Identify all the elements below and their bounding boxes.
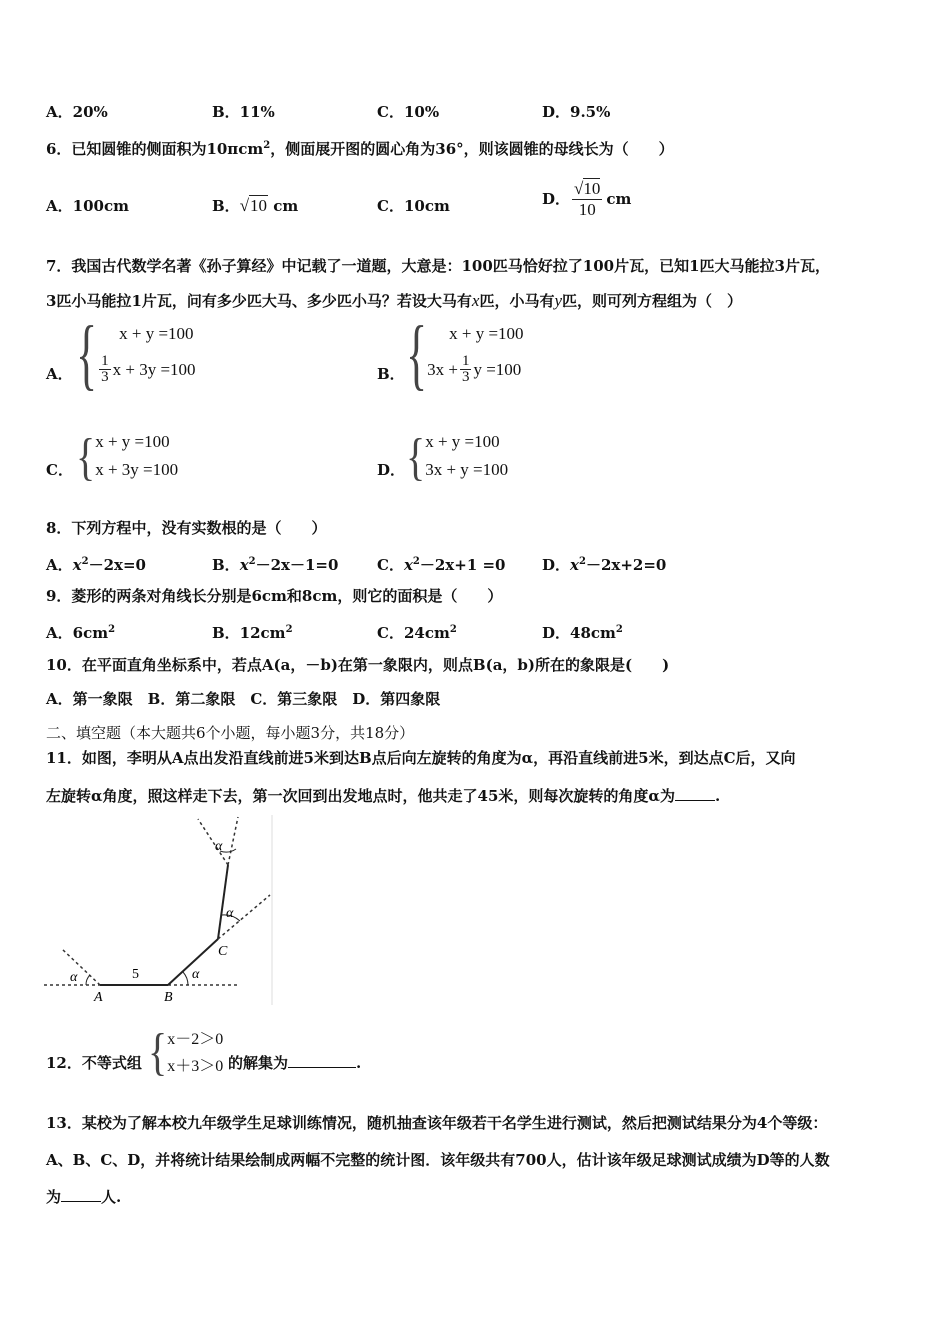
- q12-post: 的解集为 .: [228, 1054, 362, 1072]
- angle-arc-b: [183, 972, 188, 985]
- q7-option-c-label: C．: [46, 461, 73, 479]
- length-label: 5: [132, 967, 139, 982]
- point-label-a: A: [94, 990, 103, 1005]
- q5-option-a: A．20%: [46, 103, 108, 121]
- q12-system: { x－2＞0 x＋3＞0: [148, 1021, 224, 1081]
- q6-stem: 6．已知圆锥的侧面积为10πcm$^2$，侧面展开图的圆心角为36°，则该圆锥的母线长为（ ）: [46, 140, 674, 158]
- q6-option-a: A．100cm: [46, 197, 129, 215]
- q11-stem-line1: 11．如图，李明从A点出发沿直线前进5米到达B点后向左旋转的角度为α，再沿直线前进5米，到达点C后，又向: [46, 749, 796, 767]
- alpha-label-a: α: [70, 970, 78, 985]
- q6-option-b: B．√10 cm: [212, 196, 299, 215]
- alpha-label-c: α: [226, 906, 234, 921]
- answer-blank[interactable]: [288, 1067, 356, 1068]
- q13-stem-line1: 13．某校为了解本校九年级学生足球训练情况，随机抽查该年级若干名学生进行测试，然后把测试结果分为4个等级：: [46, 1114, 828, 1132]
- q13-stem-line2: A、B、C、D，并将统计结果绘制成两幅不完整的统计图．该年级共有700人，估计该年级足球测试成绩为D等的人数: [46, 1151, 830, 1169]
- q6-option-d: D． $\frac{√10}{10}$ cm: [542, 178, 632, 219]
- q10-stem: 10．在平面直角坐标系中，若点A(a，－b)在第一象限内，则点B(a，b)所在的象限是( ): [46, 656, 670, 674]
- q7-option-c-system: { x + y =100 x + 3y =100: [76, 426, 179, 486]
- fraction: $\frac{√10}{10}$: [574, 178, 601, 219]
- q7-option-d-label: D．: [377, 461, 406, 479]
- q5-option-b: B．11%: [212, 103, 275, 121]
- angle-arc-d: [220, 849, 236, 852]
- q7-option-b-label: B．: [377, 365, 405, 383]
- q13-stem-line3: 为 人.: [46, 1188, 122, 1206]
- q5-option-d: D．9.5%: [542, 103, 611, 121]
- answer-blank[interactable]: [61, 1201, 101, 1202]
- dashed-extension-d: [228, 817, 238, 865]
- q7-stem-line1: 7．我国古代数学名著《孙子算经》中记载了一道题，大意是：100匹马恰好拉了100片瓦，已知1匹大马能拉3片瓦，: [46, 257, 830, 275]
- q11-stem-line2: 左旋转α角度，照这样走下去，第一次回到出发地点时，他共走了45米，则每次旋转的角度α为 .: [46, 787, 721, 805]
- q8-option-d: D．$x^2-2x+2=0$: [542, 556, 667, 574]
- dashed-extension-f: [62, 949, 100, 985]
- q9-option-b: B．$12cm^2$: [212, 624, 293, 642]
- sqrt-expression: √10: [239, 196, 268, 215]
- q7-option-a-system: { x + y =100 $\frac{1}{3}$ x + 3y =100: [76, 310, 196, 399]
- q7-stem-line2: 3匹小马能拉1片瓦，问有多少匹大马、多少匹小马？若设大马有x匹，小马有y匹，则可列方程组为（ ）: [46, 291, 743, 310]
- q8-option-c: C．$x^2-2x+1 =0$: [377, 556, 506, 574]
- q6-option-c: C．10cm: [377, 197, 450, 215]
- q8-option-a: A．$x^2-2x=0$: [46, 556, 146, 574]
- dashed-extension-e: [198, 819, 228, 865]
- q7-option-b-system: { x + y =100 3x + $\frac{1}{3}$ y =100: [406, 310, 524, 399]
- q8-option-b: B．$x^2-2x-1=0$: [212, 556, 339, 574]
- q9-option-a: A．$6cm^2$: [46, 624, 116, 642]
- q10-options: A．第一象限 B．第二象限 C．第三象限 D．第四象限: [46, 690, 441, 708]
- alpha-label-b: α: [192, 967, 200, 982]
- q11-figure: [40, 815, 280, 1005]
- alpha-label-d: α: [215, 839, 223, 854]
- angle-arc-a: [86, 975, 90, 985]
- q9-stem: 9．菱形的两条对角线长分别是6cm和8cm，则它的面积是（ ）: [46, 587, 503, 605]
- q5-option-c: C．10%: [377, 103, 440, 121]
- q9-option-d: D．$48cm^2$: [542, 624, 623, 642]
- q12-pre: 12．不等式组: [46, 1054, 142, 1072]
- q9-option-c: C．$24cm^2$: [377, 624, 457, 642]
- q7-option-a-label: A．: [46, 365, 73, 383]
- point-label-c: C: [218, 944, 228, 959]
- point-label-b: B: [164, 990, 173, 1005]
- section-heading: 二、填空题（本大题共6个小题，每小题3分，共18分）: [46, 724, 415, 742]
- answer-blank[interactable]: [675, 800, 715, 801]
- q7-option-d-system: { x + y =100 3x + y =100: [406, 426, 509, 486]
- q8-stem: 8．下列方程中，没有实数根的是（ ）: [46, 519, 327, 537]
- segment-cd: [218, 865, 228, 939]
